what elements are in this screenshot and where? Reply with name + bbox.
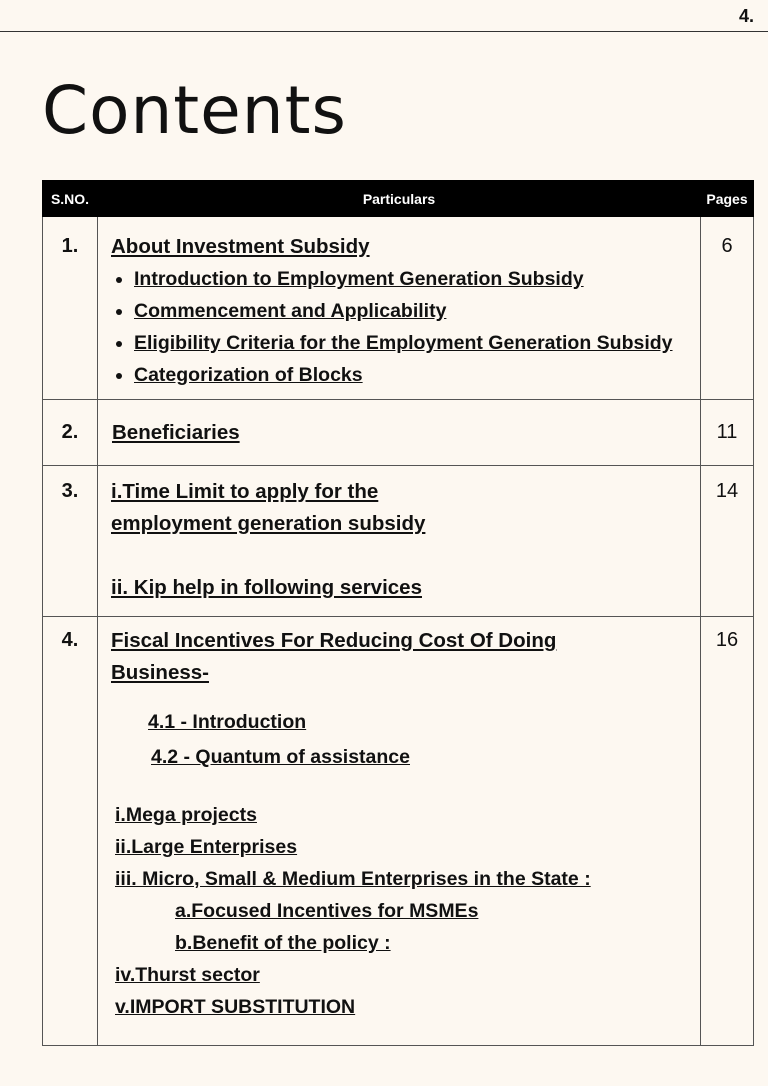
toc-link-quantum[interactable]: 4.2 - Quantum of assistance [151,746,410,768]
header-rule [0,31,768,32]
table-row [43,217,754,400]
toc-link-time-limit-cont[interactable]: employment generation subsidy [111,512,426,535]
toc-link[interactable]: Categorization of Blocks [134,364,363,386]
toc-link-about-investment-subsidy[interactable]: About Investment Subsidy [111,235,370,258]
table-row [43,466,754,617]
table-row [43,617,754,1046]
table-header-row [43,181,754,217]
toc-link-beneficiaries[interactable]: Beneficiaries [112,420,240,444]
list-item [134,359,700,391]
toc-link-thurst-sector[interactable]: iv.Thurst sector [115,964,260,986]
row-number: 1. [43,217,98,400]
toc-link-focused-incentives[interactable]: a.Focused Incentives for MSMEs [175,900,479,922]
row-number: 3. [43,466,98,617]
toc-link-fiscal-incentives[interactable]: Fiscal Incentives For Reducing Cost Of Doing [111,629,557,652]
row-particulars [98,217,701,400]
toc-link-time-limit[interactable]: i.Time Limit to apply for the [111,480,379,503]
list-item [134,295,700,327]
list-item [134,327,700,359]
header-sno: S.NO. [43,181,98,217]
row-number: 2. [43,400,98,466]
row-page: 14 [701,466,754,617]
toc-link-fiscal-incentives-cont[interactable]: Business- [111,661,209,684]
table-row [43,400,754,466]
row-particulars [98,400,701,466]
row-particulars [98,466,701,617]
header-particulars: Particulars [98,181,701,217]
toc-link-mega-projects[interactable]: i.Mega projects [115,804,257,826]
toc-link-import-substitution[interactable]: v.IMPORT SUBSTITUTION [115,996,356,1018]
list-item [134,263,700,295]
row-number: 4. [43,617,98,1046]
toc-link[interactable]: Commencement and Applicability [134,300,447,322]
row-page: 6 [701,217,754,400]
toc-link-benefit-policy[interactable]: b.Benefit of the policy : [175,932,391,954]
row-page: 11 [701,400,754,466]
page-number: 4. [738,6,754,26]
toc-link-msme[interactable]: iii. Micro, Small & Medium Enterprises in the State : [115,868,591,890]
toc-link-kip-help[interactable]: ii. Kip help in following services [111,576,422,599]
toc-link[interactable]: Eligibility Criteria for the Employment Generation Subsidy [134,332,673,354]
contents-table [42,180,754,1046]
row-page: 16 [701,617,754,1046]
header-pages: Pages [701,181,754,217]
page-title: Contents [42,72,347,149]
toc-link[interactable]: Introduction to Employment Generation Subsidy [134,268,584,290]
toc-link-introduction[interactable]: 4.1 - Introduction [148,711,307,733]
row-particulars [98,617,701,1046]
bullet-list [111,263,700,391]
toc-link-large-enterprises[interactable]: ii.Large Enterprises [115,836,298,858]
